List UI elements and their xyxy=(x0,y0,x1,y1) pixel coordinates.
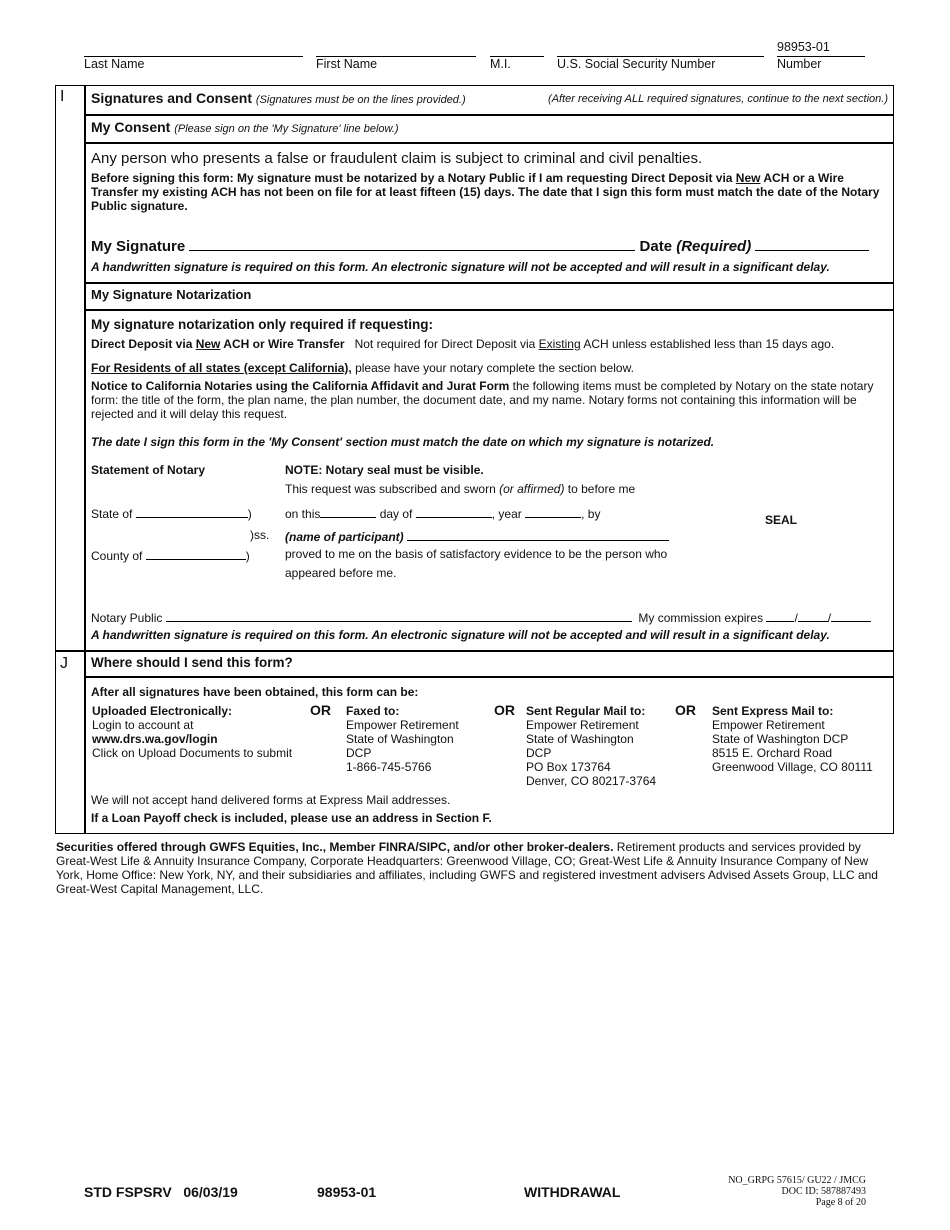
notarize-new: New xyxy=(735,171,761,185)
number-value: 98953-01 xyxy=(777,40,830,54)
subscribed-2: to before me xyxy=(564,482,636,496)
section-i-title-note: (Signatures must be on the lines provided.) xyxy=(255,94,466,106)
mail-line-3: DCP xyxy=(526,746,552,760)
footer-doc-id: DOC ID: 587887493 xyxy=(781,1186,866,1197)
ss-label: )ss. xyxy=(250,528,270,542)
consent-title-row xyxy=(91,120,399,136)
or-label-3: OR xyxy=(675,702,696,718)
notary-public-signature-line[interactable] xyxy=(166,609,632,622)
on-this-row xyxy=(285,505,600,521)
rule-consent-bottom xyxy=(84,142,894,144)
date-match-note: The date I sign this form in the 'My Consent' section must match the date on which my signature is notarized. xyxy=(91,435,715,449)
upload-option xyxy=(92,704,292,760)
state-of-row: State of ) xyxy=(91,507,252,521)
upload-url[interactable]: www.drs.wa.gov/login xyxy=(92,732,218,746)
my-signature-row xyxy=(91,238,891,254)
mail-line-2: State of Washington xyxy=(526,732,634,746)
signature-date-line[interactable] xyxy=(755,238,869,251)
rule-section-j-top xyxy=(55,650,894,652)
year-line[interactable] xyxy=(525,505,581,518)
rule-section-j-title-bottom xyxy=(84,676,894,678)
last-name-label: Last Name xyxy=(84,57,145,71)
residents-bold: For Residents of all states (except California), xyxy=(91,361,352,375)
handwritten-note: A handwritten signature is required on this form. An electronic signature will not be accepted and will result in a significant delay. xyxy=(91,260,830,274)
consent-title: My Consent xyxy=(91,119,171,135)
county-of-row: County of ) xyxy=(91,549,250,563)
my-signature-line[interactable] xyxy=(189,238,635,251)
residents-row xyxy=(91,361,634,375)
my-signature-label: My Signature xyxy=(91,238,186,255)
upload-title: Uploaded Electronically: xyxy=(92,704,233,718)
mi-label: M.I. xyxy=(490,57,511,71)
plan-number: 98953-01 xyxy=(317,1184,377,1200)
on-this-label: on this xyxy=(285,507,321,521)
dd-text-1: Direct Deposit via xyxy=(91,337,196,351)
subscribed-text xyxy=(285,482,635,496)
residents-rest: please have your notary complete the section below. xyxy=(351,361,634,375)
section-j-intro: After all signatures have been obtained, this form can be: xyxy=(91,685,419,699)
notarization-title: My Signature Notarization xyxy=(91,287,252,302)
dd-text-2: ACH or Wire Transfer xyxy=(220,337,345,351)
participant-row xyxy=(285,528,669,544)
footer-ref-1: NO_GRPG 57615/ GU22 / JMCG xyxy=(728,1175,866,1186)
upload-line-3: Click on Upload Documents to submit xyxy=(92,746,293,760)
loan-payoff-note: If a Loan Payoff check is included, please use an address in Section F. xyxy=(91,811,492,825)
first-name-label: First Name xyxy=(316,57,378,71)
disclosure-bold: Securities offered through GWFS Equities, Inc., Member FINRA/SIPC, and/or other broker-dealers. xyxy=(56,840,614,854)
day-of-label: day of xyxy=(379,507,413,521)
express-mail-option xyxy=(712,704,873,774)
year-label: , year xyxy=(491,507,522,521)
express-title: Sent Express Mail to: xyxy=(712,704,834,718)
express-line-2: State of Washington DCP xyxy=(712,732,849,746)
section-j-title: Where should I send this form? xyxy=(91,655,293,670)
date-required: (Required) xyxy=(676,238,752,255)
by-label: , by xyxy=(581,507,601,521)
proved-text: proved to me on the basis of satisfactory evidence to be the person who xyxy=(285,547,668,561)
mail-line-4: PO Box 173764 xyxy=(526,760,611,774)
fax-option xyxy=(346,704,459,774)
consent-note: (Please sign on the 'My Signature' line below.) xyxy=(174,123,399,135)
subscribed-affirmed: (or affirmed) xyxy=(499,482,565,496)
dd-text-4: ACH unless established less than 15 days ago. xyxy=(580,337,835,351)
fax-line-2: State of Washington xyxy=(346,732,454,746)
notarize-text-1: Before signing this form: My signature must be notarized by a Notary Public if I am requesting Direct Deposit via xyxy=(91,171,736,185)
letter-column-divider xyxy=(84,85,86,834)
statement-of-notary: Statement of Notary xyxy=(91,463,206,477)
number-label: Number xyxy=(777,57,822,71)
or-label-1: OR xyxy=(310,702,331,718)
dd-existing: Existing xyxy=(538,337,581,351)
disclosure-rest: Retirement products and services provided by Great-West Life & Annuity Insurance Company, Corporate Headquarters: Greenwood Village, CO; Great-West Life & Annuity Insurance Company of New York, Home Office: New York, NY, and their subsidiaries and affiliates, including GWFS and registered investment advisers Advised Assets Group, LLC and Great-West Capital Management, LLC. xyxy=(56,840,878,896)
section-i-right-note: (After receiving ALL required signatures, continue to the next section.) xyxy=(548,93,888,105)
commission-year-line[interactable] xyxy=(831,609,871,622)
mail-title: Sent Regular Mail to: xyxy=(526,704,646,718)
appeared-text: appeared before me. xyxy=(285,566,397,580)
participant-label: (name of participant) xyxy=(285,530,404,544)
date-label: Date xyxy=(639,238,673,255)
section-i-title-row xyxy=(91,91,466,107)
notary-public-label: Notary Public xyxy=(91,611,163,625)
fax-number: 1-866-745-5766 xyxy=(346,760,432,774)
section-j-letter: J xyxy=(60,655,68,672)
fraud-warning: Any person who presents a false or fraudulent claim is subject to criminal and civil penalties. xyxy=(91,150,703,167)
upload-line-1: Login to account at xyxy=(92,718,194,732)
county-of-label: County of xyxy=(91,549,143,563)
ssn-label: U.S. Social Security Number xyxy=(557,57,716,71)
footer-references xyxy=(728,1175,866,1208)
notary-public-row: Notary Public My commission expires / / xyxy=(91,609,891,625)
form-type: WITHDRAWAL xyxy=(524,1184,621,1200)
rule-consent-top xyxy=(84,114,894,116)
handwritten-note-2: A handwritten signature is required on this form. An electronic signature will not be accepted and will result in a significant delay. xyxy=(91,628,830,642)
california-notice-rest: the following items must be completed by Notary on the state notary form: the title of the form, the plan name, the plan number, the document date, and my name. Notary forms not containing this information will be rejected and it will delay this request. xyxy=(91,379,874,421)
or-label-2: OR xyxy=(494,702,515,718)
page-number: Page 8 of 20 xyxy=(815,1197,866,1208)
only-required: My signature notarization only required if requesting: xyxy=(91,317,434,332)
notarize-text-2: ACH or a Wire Transfer my existing ACH has not been on file for at least fifteen (15) days. The date that I sign this form must match the date of the Notary Public signature. xyxy=(91,171,880,213)
california-notice xyxy=(91,379,887,421)
mail-line-5: Denver, CO 80217-3764 xyxy=(526,774,657,788)
mail-line-1: Empower Retirement xyxy=(526,718,639,732)
california-notice-bold: Notice to California Notaries using the California Affidavit and Jurat Form xyxy=(91,379,510,393)
express-line-4: Greenwood Village, CO 80111 xyxy=(712,760,873,774)
regular-mail-option xyxy=(526,704,656,788)
fax-line-3: DCP xyxy=(346,746,372,760)
notarize-requirement xyxy=(91,171,887,213)
express-line-1: Empower Retirement xyxy=(712,718,825,732)
fax-line-1: Empower Retirement xyxy=(346,718,459,732)
commission-day-line[interactable] xyxy=(798,609,828,622)
commission-month-line[interactable] xyxy=(766,609,794,622)
dd-title xyxy=(91,337,345,351)
subscribed-1: This request was subscribed and sworn xyxy=(285,482,500,496)
no-hand-delivery: We will not accept hand delivered forms at Express Mail addresses. xyxy=(91,793,451,807)
rule-notarization-bottom xyxy=(84,309,894,311)
section-i-title: Signatures and Consent xyxy=(91,90,253,106)
form-code: STD FSPSRV 06/03/19 xyxy=(84,1184,238,1200)
fax-title: Faxed to: xyxy=(346,704,400,718)
participant-name-line[interactable] xyxy=(407,528,669,541)
express-line-3: 8515 E. Orchard Road xyxy=(712,746,833,760)
direct-deposit-row xyxy=(91,337,891,351)
section-i-letter: I xyxy=(60,88,65,105)
county-of-line[interactable] xyxy=(146,547,246,560)
seal-note: NOTE: Notary seal must be visible. xyxy=(285,463,484,477)
commission-label: My commission expires xyxy=(638,611,764,625)
disclosure-text xyxy=(56,840,892,896)
on-this-day-line[interactable] xyxy=(320,505,376,518)
rule-notarization-top xyxy=(84,282,894,284)
state-of-line[interactable] xyxy=(136,505,248,518)
state-of-label: State of xyxy=(91,507,133,521)
dd-new: New xyxy=(195,337,221,351)
month-line[interactable] xyxy=(416,505,492,518)
seal-label: SEAL xyxy=(765,513,798,527)
dd-text-3: Not required for Direct Deposit via xyxy=(354,337,539,351)
